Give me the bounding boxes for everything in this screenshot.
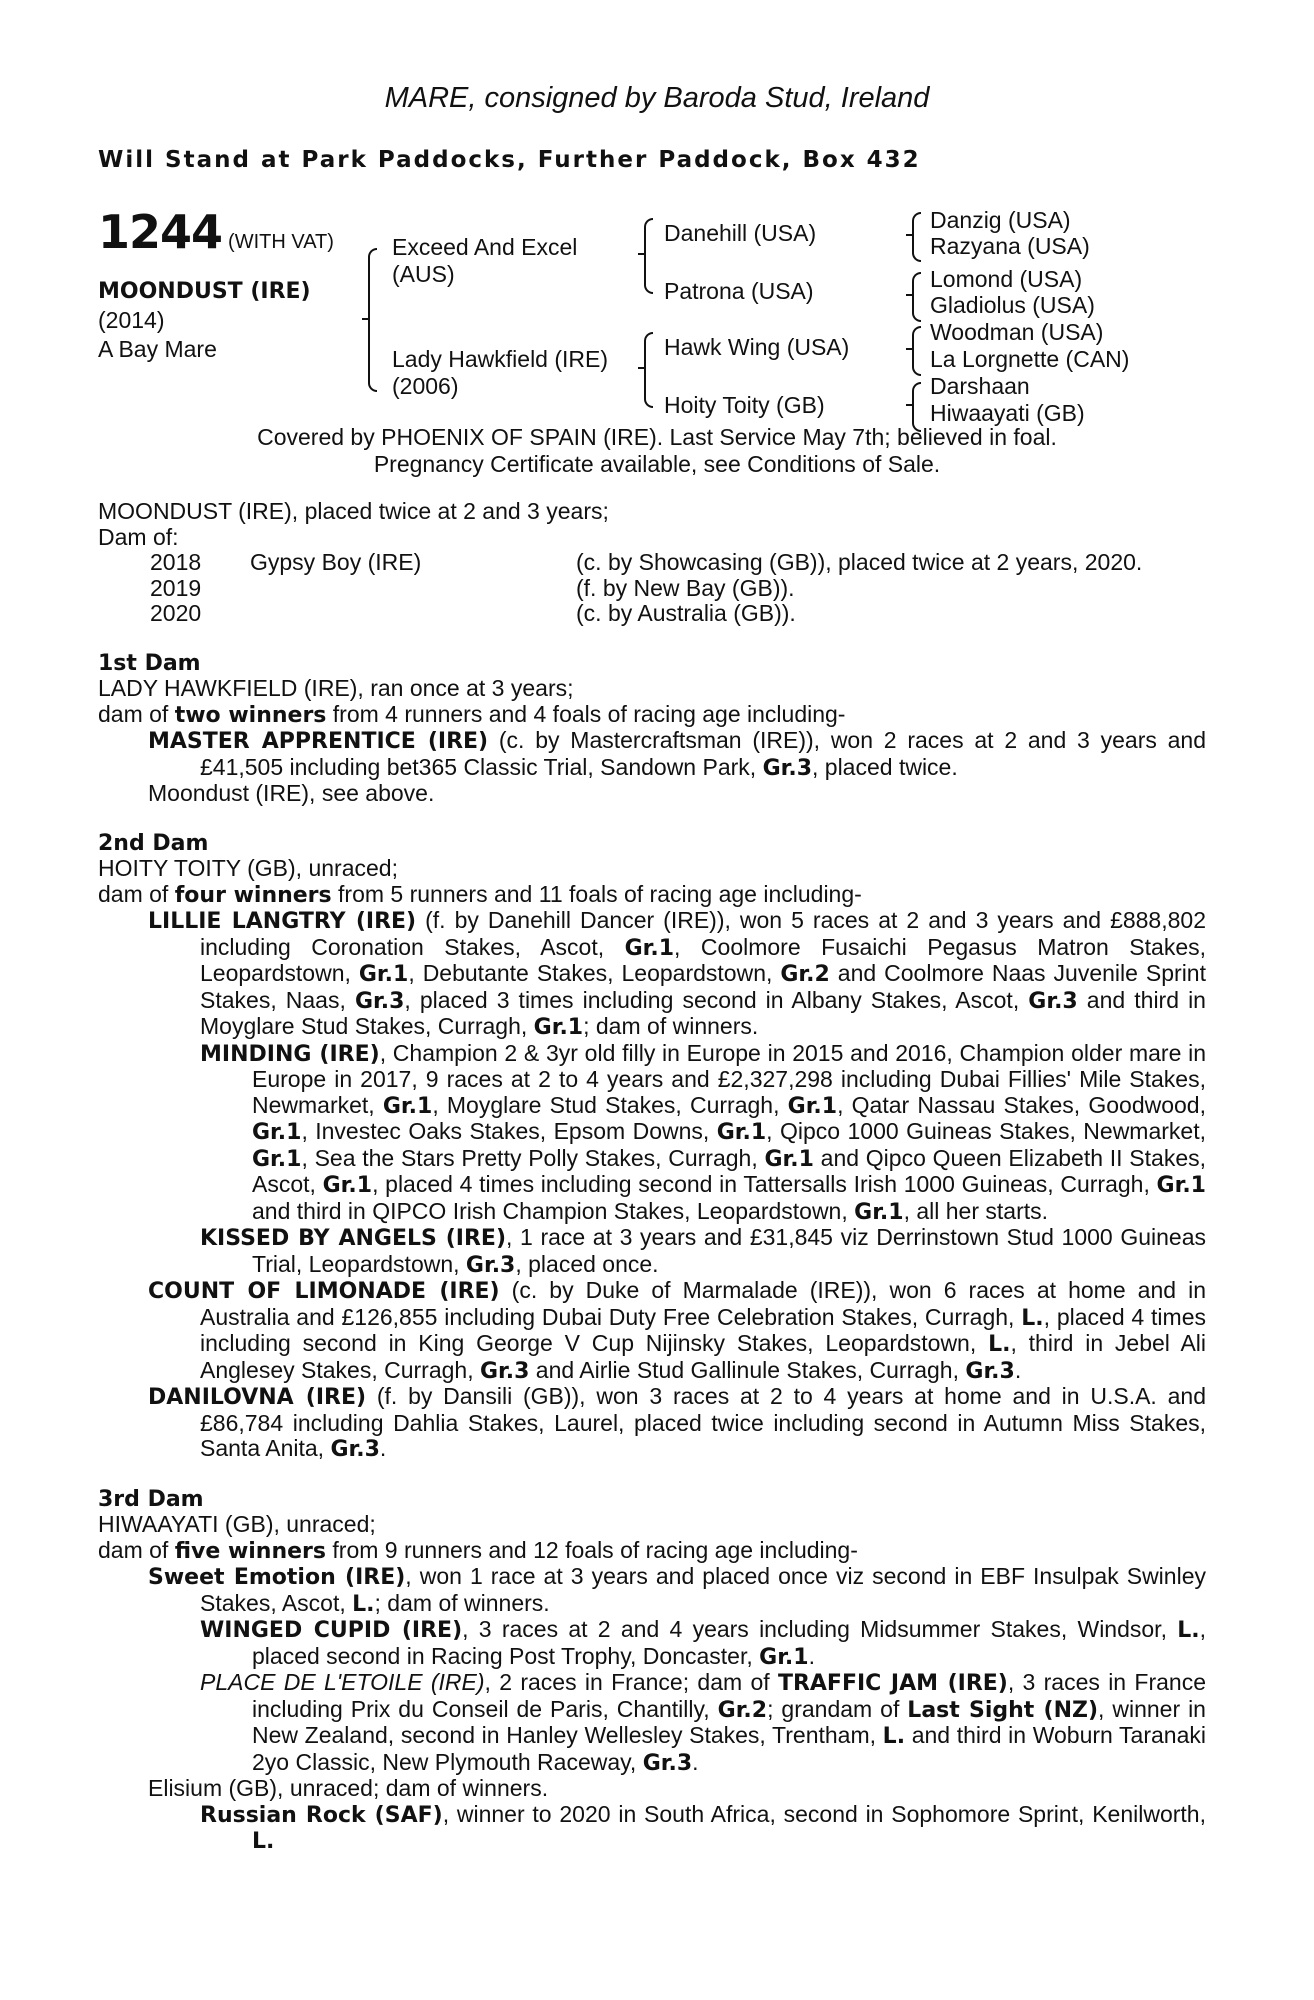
dam-year: (2006) — [392, 373, 459, 399]
pedigree-brace-dam — [644, 332, 653, 408]
vat-note: (WITH VAT) — [228, 231, 334, 253]
mare-dam-of: Dam of: — [98, 523, 179, 550]
first-dam-entry: Moondust (IRE), see above. — [148, 780, 435, 806]
covered-line-2: Pregnancy Certificate available, see Conditions of Sale. — [373, 451, 941, 477]
horse-info — [98, 277, 311, 364]
third-dam-entry: Elisium (GB), unraced; dam of winners. — [148, 1775, 549, 1801]
pedigree-brace-sire — [644, 218, 653, 294]
pedigree-brace-g4-tip — [906, 404, 914, 406]
second-dam-summary: dam of four winners from 5 runners and 11 foals of racing age including- — [98, 880, 862, 908]
pedigree-brace-g1-tip — [906, 234, 914, 236]
pedigree-brace-g2 — [912, 272, 921, 322]
third-dam-entry: Sweet Emotion (IRE), won 1 race at 3 years and placed once viz second in EBF Insulpak Swinley Stakes, Ascot, L.; dam of winners. — [148, 1563, 1206, 1617]
consignor-title: MARE, consigned by Baroda Stud, Ireland — [384, 82, 930, 114]
grand-sire-2: Lomond (USA) — [930, 266, 1083, 292]
first-dam-entry: MASTER APPRENTICE (IRE) (c. by Mastercraftsman (IRE)), won 2 races at 2 and 3 years and £41,505 including bet365 Classic Trial, Sandown Park, Gr.3, placed twice. — [148, 727, 1207, 781]
horse-description: A Bay Mare — [98, 336, 217, 362]
lot-number-block — [98, 205, 334, 259]
third-dam-line: HIWAAYATI (GB), unraced; — [98, 1511, 376, 1537]
pedigree-brace-main-tip — [362, 318, 370, 320]
second-dam-entry: LILLIE LANGTRY (IRE) (f. by Danehill Dancer (IRE)), won 5 races at 2 and 3 years and £888,802 including Coronation Stakes, Ascot, Gr.1, Coolmore Fusaichi Pegasus Matron Stakes, Leopardstown, Gr.1, Debutante Stakes, Leopardstown, Gr.2 and Coolmore Naas Juvenile Sprint Stakes, Naas, Gr.3, placed 3 times including second in Albany Stakes, Ascot, Gr.3 and third in Moyglare Stud Stakes, Curragh, Gr.1; dam of winners. — [148, 907, 1207, 1040]
grand-dam-2: Gladiolus (USA) — [930, 292, 1095, 318]
covered-note — [0, 424, 1314, 478]
horse-year: (2014) — [98, 307, 165, 333]
grand-dam-1: Razyana (USA) — [930, 233, 1090, 259]
foal-year: 2019 — [150, 574, 202, 601]
second-dam-entry: DANILOVNA (IRE) (f. by Dansili (GB)), won 3 races at 2 to 4 years at home and in U.S.A. and £86,784 including Dahlia Stakes, Laurel, placed twice including second in Autumn Miss Stakes, Santa Anita, Gr.3. — [148, 1383, 1206, 1462]
dam-sire: Hawk Wing (USA) — [664, 334, 850, 360]
first-dam-heading: 1st Dam — [98, 650, 201, 676]
pedigree-brace-g3 — [912, 326, 921, 376]
grand-sire-4: Darshaan — [930, 373, 1030, 399]
second-dam-entry: COUNT OF LIMONADE (IRE) (c. by Duke of Marmalade (IRE)), won 6 races at home and in Australia and £126,855 including Dubai Duty Free Celebration Stakes, Curragh, L., placed 4 times including second in King George V Cup Nijinsky Stakes, Leopardstown, L., third in Jebel Ali Anglesey Stakes, Curragh, Gr.3 and Airlie Stud Gallinule Stakes, Curragh, Gr.3. — [148, 1277, 1207, 1384]
stand-location: Will Stand at Park Paddocks, Further Paddock, Box 432 — [98, 147, 921, 173]
pedigree-brace-main — [368, 248, 377, 392]
sire-dam: Patrona (USA) — [664, 278, 814, 304]
second-dam-subentry: KISSED BY ANGELS (IRE), 1 race at 3 years and £31,845 viz Derrinstown Stud 1000 Guineas Trial, Leopardstown, Gr.3, placed once. — [200, 1224, 1207, 1278]
foal-year: 2020 — [150, 600, 202, 626]
horse-name: MOONDUST (IRE) — [98, 279, 311, 304]
pedigree-brace-g3-tip — [906, 348, 914, 350]
third-dam-subentry: PLACE DE L'ETOILE (IRE), 2 races in France; dam of TRAFFIC JAM (IRE), 3 races in France including Prix du Conseil de Paris, Chantilly, Gr.2; grandam of Last Sight (NZ), winner in New Zealand, second in Hanley Wellesley Stakes, Trentham, L. and third in Woburn Taranaki 2yo Classic, New Plymouth Raceway, Gr.3. — [200, 1669, 1206, 1776]
dam-name: Lady Hawkfield (IRE) — [392, 346, 609, 372]
foal-year: 2018 — [150, 549, 202, 575]
sire-sire: Danehill (USA) — [664, 220, 817, 246]
third-dam-subentry: WINGED CUPID (IRE), 3 races at 2 and 4 years including Midsummer Stakes, Windsor, L., placed second in Racing Post Trophy, Doncaster, Gr.1. — [200, 1616, 1207, 1670]
pedigree-brace-g2-tip — [906, 294, 914, 296]
covered-line-1: Covered by PHOENIX OF SPAIN (IRE). Last Service May 7th; believed in foal. — [257, 424, 1057, 450]
first-dam-summary: dam of two winners from 4 runners and 4 foals of racing age including- — [98, 700, 846, 728]
foal-name — [250, 601, 576, 627]
mare-intro: MOONDUST (IRE), placed twice at 2 and 3 years; — [98, 498, 609, 524]
grand-dam-3: La Lorgnette (CAN) — [930, 346, 1130, 372]
second-dam-subentry: MINDING (IRE), Champion 2 & 3yr old filly in Europe in 2015 and 2016, Champion older mare in Europe in 2017, 9 races at 2 to 4 years and £2,327,298 including Dubai Fillies' Mile Stakes, Newmarket, Gr.1, Moyglare Stud Stakes, Curragh, Gr.1, Qatar Nassau Stakes, Goodwood, Gr.1, Investec Oaks Stakes, Epsom Downs, Gr.1, Qipco 1000 Guineas Stakes, Newmarket, Gr.1, Sea the Stars Pretty Polly Stakes, Curragh, Gr.1 and Qipco Queen Elizabeth II Stakes, Ascot, Gr.1, placed 4 times including second in Tattersalls Irish 1000 Guineas, Curragh, Gr.1 and third in QIPCO Irish Champion Stakes, Leopardstown, Gr.1, all her starts. — [200, 1039, 1207, 1225]
third-dam-subentry: Russian Rock (SAF), winner to 2020 in South Africa, second in Sophomore Sprint, Kenilworth, L. — [200, 1800, 1206, 1854]
first-dam-line: LADY HAWKFIELD (IRE), ran once at 3 years; — [98, 675, 574, 701]
foal-name: Gypsy Boy (IRE) — [250, 549, 422, 575]
third-dam-summary: dam of five winners from 9 runners and 12 foals of racing age including- — [98, 1536, 858, 1564]
sire-name: Exceed And Excel — [392, 234, 578, 260]
pedigree-brace-sire-tip — [638, 253, 646, 255]
horse-name: MASTER APPRENTICE (IRE) — [148, 729, 489, 754]
grand-sire-1: Danzig (USA) — [930, 207, 1071, 233]
second-dam-line: HOITY TOITY (GB), unraced; — [98, 855, 398, 881]
grand-sire-3: Woodman (USA) — [930, 319, 1104, 345]
lot-number: 1244 — [98, 205, 223, 259]
foal-name — [250, 576, 576, 602]
dam-dam: Hoity Toity (GB) — [664, 392, 825, 418]
pedigree-brace-g1 — [912, 212, 921, 262]
foal-note: (c. by Showcasing (GB)), placed twice at 2 years, 2020. — [576, 549, 1143, 575]
sire-country: (AUS) — [392, 261, 455, 287]
foal-note: (c. by Australia (GB)). — [576, 600, 796, 626]
pedigree-body — [98, 499, 1206, 1855]
foal-list — [98, 550, 1206, 627]
second-dam-heading: 2nd Dam — [98, 830, 209, 856]
foal-note: (f. by New Bay (GB)). — [576, 574, 795, 601]
grand-dam-4: Hiwaayati (GB) — [930, 400, 1085, 426]
third-dam-heading: 3rd Dam — [98, 1486, 204, 1512]
pedigree-brace-dam-tip — [638, 367, 646, 369]
